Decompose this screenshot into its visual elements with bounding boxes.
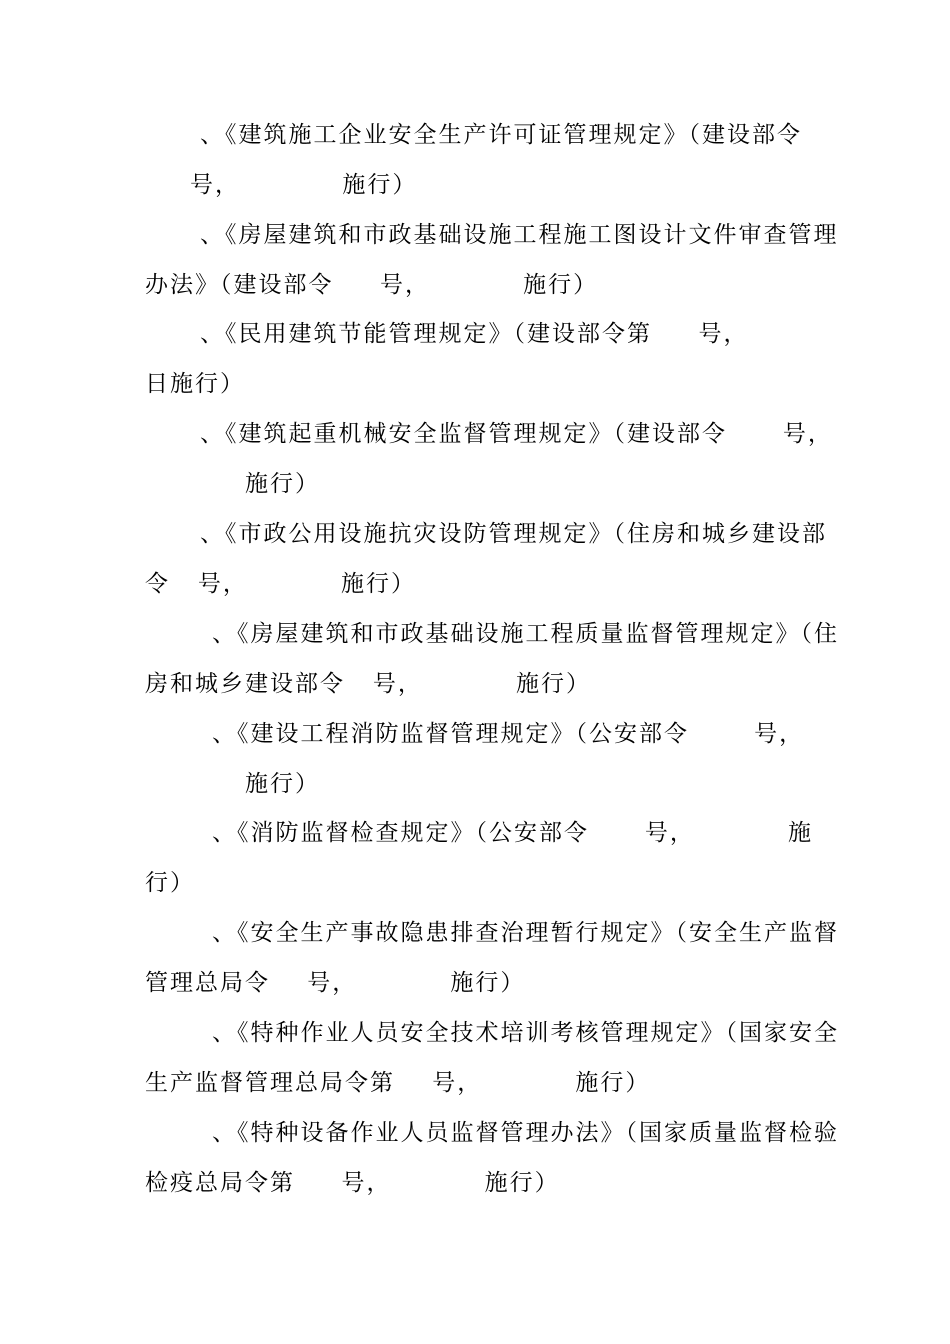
item-5-line-1: 、《市政公用设施抗灾设防管理规定》（住房和城乡建设部	[200, 521, 827, 547]
item-8-line-1: 、《消防监督检查规定》（公安部令 号， 施	[212, 820, 813, 846]
item-2-line-2: 办法》（建设部令 号， 施行）	[145, 272, 599, 298]
item-10-line-2: 生产监督管理总局令第 号， 施行）	[145, 1070, 651, 1096]
item-3-line-2: 日施行）	[145, 371, 245, 397]
item-6-line-2: 房和城乡建设部令 号， 施行）	[145, 671, 592, 697]
item-9-line-2: 管理总局令 号， 施行）	[145, 970, 526, 996]
item-4-line-2: 施行）	[245, 471, 320, 497]
item-11-line-2: 检疫总局令第 号， 施行）	[145, 1170, 560, 1196]
item-5-line-2: 令 号， 施行）	[145, 571, 417, 597]
item-4-line-1: 、《建筑起重机械安全监督管理规定》（建设部令 号，	[200, 421, 833, 447]
item-1-line-2: 号， 施行）	[190, 172, 418, 198]
item-9-line-1: 、《安全生产事故隐患排查治理暂行规定》（安全生产监督	[212, 920, 839, 946]
item-2-line-1: 、《房屋建筑和市政基础设施工程施工图设计文件审查管理	[200, 222, 839, 248]
item-3-line-1: 、《民用建筑节能管理规定》（建设部令第 号，	[200, 321, 749, 347]
item-6-line-1: 、《房屋建筑和市政基础设施工程质量监督管理规定》（住	[212, 621, 839, 647]
item-1-line-1: 、《建筑施工企业安全生产许可证管理规定》（建设部令	[200, 122, 802, 148]
item-7-line-1: 、《建设工程消防监督管理规定》（公安部令 号，	[212, 721, 805, 747]
item-10-line-1: 、《特种作业人员安全技术培训考核管理规定》（国家安全	[212, 1020, 839, 1046]
item-11-line-1: 、《特种设备作业人员监督管理办法》（国家质量监督检验	[212, 1120, 839, 1146]
item-8-line-2: 行）	[145, 870, 195, 896]
item-7-line-2: 施行）	[245, 771, 320, 797]
